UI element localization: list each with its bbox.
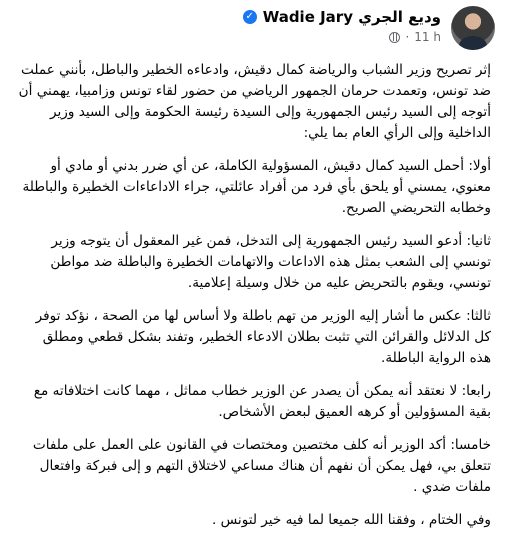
post-header [245, 6, 495, 58]
author-name[interactable]: Wadie Jary وديع الجري [262, 8, 441, 26]
post-paragraph: خامسا: أكد الوزير أنه كلف مختصين ومختصات في القانون على العمل على ملفات تتعلق بي، فهل يمكن أن نفهم أن هناك مساعي لاختلاق التهم و إلى فبركة وافتعال ملفات ضدي . [32, 437, 491, 495]
post-meta [389, 30, 441, 44]
globe-icon[interactable] [389, 32, 400, 43]
post-timestamp[interactable]: 11 h [414, 30, 441, 44]
post-paragraph: ثالثا: عكس ما أشار إليه الوزير من تهم باطلة ولا أساس لها من الصحة ، نؤكد توفر كل الدلائل والقرائن التي تثبت بطلان الادعاء الخطير، وتفند بشكل قطعي ومطلق هذه الرواية الباطلة. [35, 308, 491, 366]
meta-separator: · [405, 30, 410, 44]
post-paragraph: رابعا: لا نعتقد أنه يمكن أن يصدر عن الوزير خطاب مماثل ، مهما كانت اختلافاته مع بقية المسؤولين أو كرهه العميق لبعض الأشخاص. [33, 383, 491, 420]
post-paragraph: وفي الختام ، وفقنا الله جميعا لما فيه خير لتونس . [211, 512, 491, 528]
author-row [243, 8, 441, 26]
verified-badge-icon: ✓ [243, 10, 257, 24]
post-paragraph: إثر تصريح وزير الشباب والرياضة كمال دقيش، وادعاءه الخطير والباطل، بأنني عملت ضد تونس، وتعمدت حرمان الجمهور الرياضي من حضور لقاء تونس وزامبيا، يهمني أن أتوجه إلى السيد رئيس الجمهورية وإلى السيدة رئيسة الحكومة وإلى السيد وزير الداخلية وإلى الرأي العام بما يلي: [18, 62, 491, 141]
post-paragraph: أولا: أحمل السيد كمال دقيش، المسؤولية الكاملة، عن أي ضرر بدني أو مادي أو معنوي، يمسني أو يلحق بأي فرد من أفراد عائلتي، جراء الاداعاءات الخطيرة والباطلة وخطابه التحريضي الصريح. [22, 158, 491, 216]
post-body [18, 60, 491, 543]
author-avatar[interactable] [451, 6, 495, 50]
post-paragraph: ثانيا: أدعو السيد رئيس الجمهورية إلى التدخل، فمن غير المعقول أن يتوجه وزير تونسي إلى الشعب بمثل هذه الاداعات والاتهامات الخطيرة والباطلة ضد مواطن تونسي، ويقوم بالتحريض عليه من خلال وسيلة إعلامية. [50, 233, 491, 291]
